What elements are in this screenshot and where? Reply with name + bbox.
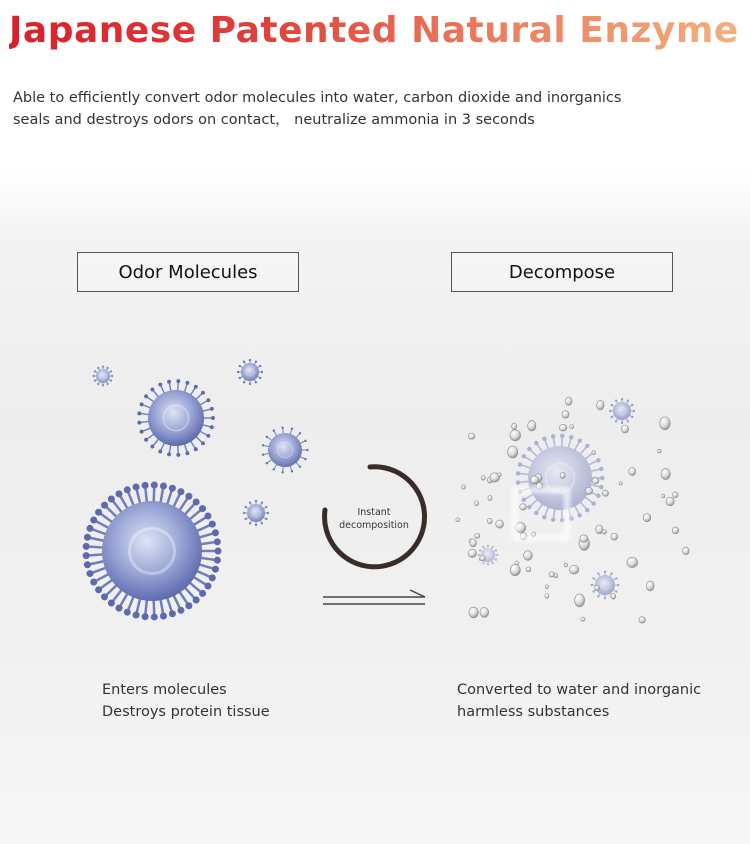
left-caption-line-1: Enters molecules <box>102 682 227 698</box>
subtitle-line-1: Able to efficiently convert odor molecules into water, carbon dioxide and inorganics <box>13 90 622 106</box>
water-droplet-icon <box>619 482 622 485</box>
water-droplet-icon <box>545 585 549 589</box>
water-droplet-icon <box>480 556 486 561</box>
virus-icon <box>83 482 222 621</box>
right-caption-line-1: Converted to water and inorganic <box>457 682 702 698</box>
water-droplet-icon <box>646 581 654 591</box>
water-droplet-icon <box>594 585 600 590</box>
water-droplet-icon <box>487 518 492 523</box>
water-droplet-icon <box>480 607 489 617</box>
right-caption-line-2: harmless substances <box>457 704 610 720</box>
water-droplet-icon <box>481 475 485 480</box>
left-caption-line-2: Destroys protein tissue <box>102 704 270 720</box>
water-droplet-icon <box>470 539 477 547</box>
water-droplet-icon <box>456 518 460 522</box>
water-droplet-icon <box>523 551 532 561</box>
water-droplet-icon <box>627 557 638 567</box>
virus-icon <box>93 366 114 387</box>
water-droplet-icon <box>672 492 678 498</box>
water-droplet-icon <box>660 417 670 430</box>
odor-molecules-label: Odor Molecules <box>118 261 258 283</box>
water-droplet-icon <box>475 501 479 506</box>
decompose-illustration <box>456 397 689 623</box>
water-droplet-icon <box>570 425 574 429</box>
water-droplet-icon <box>592 451 596 455</box>
water-droplet-icon <box>602 529 606 534</box>
virus-icon <box>137 379 215 457</box>
water-droplet-icon <box>496 520 504 528</box>
water-droplet-icon <box>672 527 679 534</box>
water-droplet-icon <box>512 423 517 430</box>
instant-decomposition-indicator <box>325 467 425 567</box>
water-droplet-icon <box>469 607 479 618</box>
water-droplet-icon <box>510 430 521 441</box>
water-droplet-icon <box>585 487 592 494</box>
virus-icon <box>262 426 309 473</box>
water-droplet-icon <box>565 397 572 405</box>
water-droplet-icon <box>661 469 670 480</box>
water-droplet-icon <box>468 549 476 557</box>
decompose-label: Decompose <box>508 261 616 283</box>
double-arrow-right-icon <box>323 590 425 604</box>
water-droplet-icon <box>488 495 492 500</box>
water-droplet-icon <box>683 547 690 554</box>
water-droplet-icon <box>597 400 604 410</box>
water-droplet-icon <box>611 593 616 599</box>
water-droplet-icon <box>562 411 569 419</box>
water-droplet-icon <box>520 504 527 510</box>
page-title: Japanese Patented Natural Enzyme <box>9 10 739 51</box>
left-caption <box>102 679 270 723</box>
water-droplet-icon <box>475 533 480 538</box>
water-droplet-icon <box>526 567 531 572</box>
right-caption <box>457 679 701 723</box>
water-droplet-icon <box>611 533 618 540</box>
water-droplet-icon <box>580 535 588 542</box>
water-droplet-icon <box>639 617 646 624</box>
subtitle-line-2: seals and destroys odors on contact， neutralize ammonia in 3 seconds <box>13 112 535 128</box>
water-droplet-icon <box>564 563 567 567</box>
water-droplet-icon <box>666 497 674 506</box>
water-droplet-icon <box>462 485 466 489</box>
virus-icon <box>609 398 635 424</box>
virus-icon <box>478 545 499 566</box>
water-droplet-icon <box>621 425 628 433</box>
virus-icon <box>237 359 263 385</box>
water-droplet-icon <box>498 473 502 477</box>
water-droplet-icon <box>468 433 475 439</box>
water-droplet-icon <box>575 594 585 607</box>
water-droplet-icon <box>559 424 566 431</box>
water-droplet-icon <box>596 525 603 534</box>
water-droplet-icon <box>592 478 599 484</box>
water-droplet-icon <box>549 572 555 577</box>
water-droplet-icon <box>629 467 636 475</box>
water-droplet-icon <box>545 594 549 599</box>
water-droplet-icon <box>508 446 518 458</box>
water-droplet-icon <box>662 494 665 497</box>
indicator-line-2: decomposition <box>339 520 409 531</box>
water-droplet-icon <box>530 476 538 484</box>
water-droplet-icon <box>510 564 520 575</box>
virus-icon <box>243 500 269 526</box>
water-droplet-icon <box>560 472 565 478</box>
water-droplet-icon <box>581 617 585 621</box>
indicator-line-1: Instant <box>357 507 391 518</box>
water-droplet-icon <box>569 565 578 574</box>
water-droplet-icon <box>602 490 608 496</box>
virus-icon <box>516 434 605 523</box>
water-droplet-icon <box>643 514 651 522</box>
water-droplet-icon <box>658 449 661 453</box>
odor-molecules-illustration <box>83 359 309 621</box>
water-droplet-icon <box>528 421 536 431</box>
